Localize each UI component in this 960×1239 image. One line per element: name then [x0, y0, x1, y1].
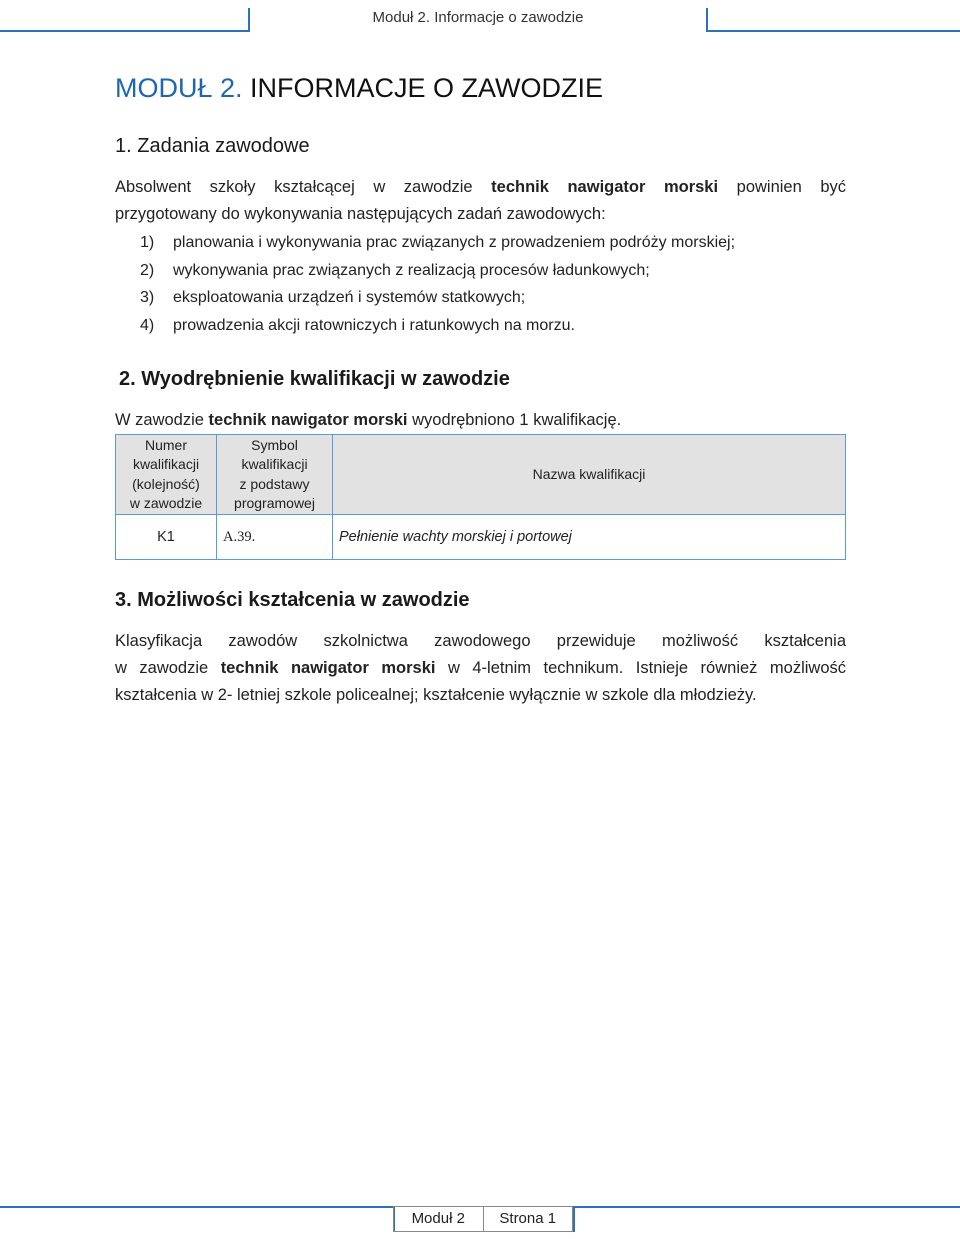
cell-qualification-symbol: A.39. [217, 515, 333, 560]
footer-rule-right [573, 1206, 960, 1232]
header-line: w zawodzie [129, 495, 203, 511]
header-line: Numer [144, 436, 187, 453]
list-item [140, 229, 735, 257]
task-list [140, 229, 735, 339]
cell-qualification-number: K1 [116, 515, 217, 560]
list-item-text: planowania i wykonywania prac związanych z prowadzeniem podróży morskiej; [173, 234, 736, 251]
occupation-name: technik nawigator morski [491, 178, 719, 196]
list-item-number: 3) [140, 289, 155, 306]
section-3-line3: kształcenia w 2- letniej szkole policealnej; kształcenie wyłącznie w szkole dla młodzieży. [115, 686, 757, 704]
running-header: Moduł 2. Informacje o zawodzie [372, 9, 584, 26]
header-cell-name: Nazwa kwalifikacji [333, 435, 846, 515]
section-3-text-a: w zawodzie [115, 659, 209, 677]
header-line: kwalifikacji [132, 456, 200, 472]
list-item-number: 1) [140, 234, 155, 251]
list-item-number: 2) [140, 261, 155, 279]
page-title [115, 73, 603, 104]
list-item [140, 284, 735, 312]
header-line: programowej [234, 495, 315, 511]
table-row [116, 515, 846, 560]
section-2-text-b: wyodrębniono 1 kwalifikację. [412, 411, 622, 429]
section-1-intro-line2: przygotowany do wykonywania następujących zadań zawodowych: [115, 205, 606, 223]
list-item [140, 257, 735, 285]
footer-rule-left [0, 1206, 395, 1232]
page-title-text: INFORMACJE O ZAWODZIE [250, 73, 604, 103]
header-cell-symbol [217, 435, 333, 515]
section-3-line2 [115, 655, 846, 682]
section-3-text-b: w 4-letnim technikum. Istnieje również możliwość [447, 659, 846, 677]
list-item [140, 312, 735, 340]
header-cell-number [116, 435, 217, 515]
header-line: Symbol [251, 436, 298, 453]
qualifications-table [115, 434, 846, 560]
header-line: kwalifikacji [241, 456, 308, 472]
section-3-line1: Klasyfikacja zawodów szkolnictwa zawodowego przewiduje możliwość kształcenia [115, 632, 846, 650]
header-rule-right [706, 8, 960, 32]
footer-page-number: Strona 1 [499, 1210, 557, 1227]
list-item-text: eksploatowania urządzeń i systemów statkowych; [173, 289, 526, 306]
intro-text-b: powinien być [736, 178, 847, 196]
section-2-heading: 2. Wyodrębnienie kwalifikacji w zawodzie [119, 368, 510, 390]
cell-qualification-name: Pełnienie wachty morskiej i portowej [333, 515, 846, 560]
footer-module: Moduł 2 [394, 1207, 484, 1231]
occupation-name: technik nawigator morski [220, 659, 436, 677]
occupation-name: technik nawigator morski [208, 411, 408, 429]
list-item-text: prowadzenia akcji ratowniczych i ratunkowych na morzu. [173, 316, 575, 334]
header-line: (kolejność) [132, 475, 200, 492]
section-2-text-a: W zawodzie [115, 411, 204, 429]
table-header-row [116, 435, 846, 515]
section-1-intro-line1 [115, 174, 846, 201]
page-title-module: MODUŁ 2. [115, 73, 243, 103]
intro-text-a: Absolwent szkoły kształcącej w zawodzie [115, 178, 473, 196]
header-rule-left [0, 8, 250, 32]
section-3-heading: 3. Możliwości kształcenia w zawodzie [115, 589, 470, 611]
footer-box [393, 1206, 573, 1232]
section-1-heading: 1. Zadania zawodowe [115, 135, 310, 157]
list-item-number: 4) [140, 316, 155, 334]
section-2-intro [115, 407, 846, 434]
list-item-text: wykonywania prac związanych z realizacją procesów ładunkowych; [173, 261, 650, 279]
header-line: z podstawy [239, 475, 310, 492]
